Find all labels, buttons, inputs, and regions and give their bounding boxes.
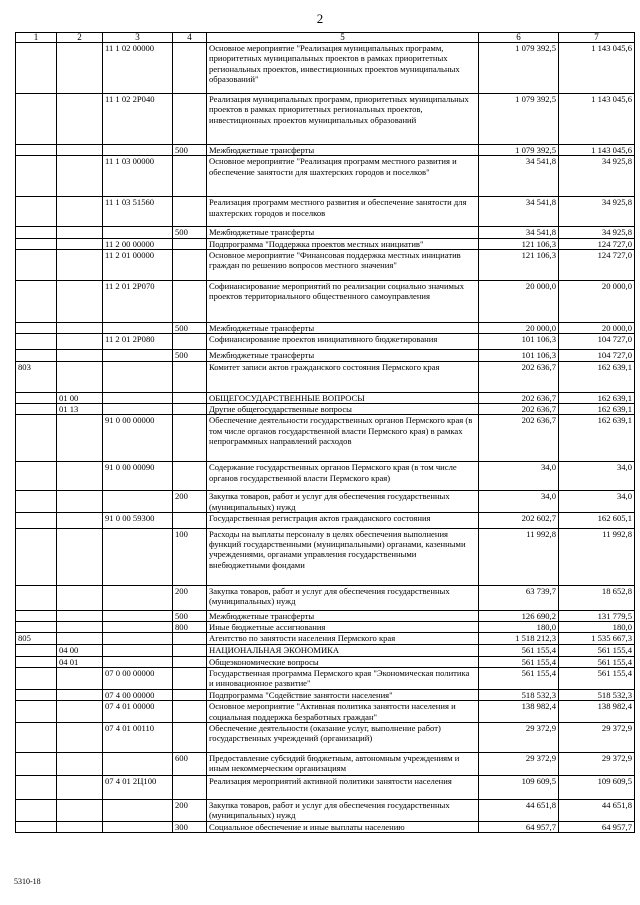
amount-year2-cell: 109 609,5 [559, 776, 635, 800]
description-cell: Реализация мероприятий активной политики занятости населения [207, 776, 479, 800]
target-code-cell [103, 227, 173, 238]
table-row [16, 94, 635, 145]
table-row [16, 723, 635, 753]
subsection-cell [57, 94, 103, 145]
subsection-cell [57, 334, 103, 350]
section-cell [16, 350, 57, 361]
table-row [16, 415, 635, 462]
amount-year1-cell: 34 541,8 [479, 156, 559, 197]
amount-year2-cell: 34 925,8 [559, 197, 635, 227]
subsection-cell [57, 690, 103, 701]
expense-type-cell [173, 238, 207, 249]
expense-type-cell: 200 [173, 585, 207, 610]
subsection-cell: 04 00 [57, 645, 103, 656]
target-code-cell: 11 1 03 00000 [103, 156, 173, 197]
description-cell: Основное мероприятие "Реализация муниципальных программ, приоритетных муниципальных проектов в рамках приоритетных региональных проектов, инвестиционных проектов муниципальных образований" [207, 43, 479, 94]
subsection-cell [57, 776, 103, 800]
amount-year2-cell: 138 982,4 [559, 701, 635, 723]
section-cell [16, 491, 57, 513]
subsection-cell [57, 701, 103, 723]
expense-type-cell [173, 462, 207, 491]
target-code-cell: 91 0 00 00090 [103, 462, 173, 491]
description-cell: Социальное обеспечение и иные выплаты населению [207, 821, 479, 832]
amount-year1-cell: 518 532,3 [479, 690, 559, 701]
column-header: 5 [207, 33, 479, 43]
section-cell [16, 668, 57, 690]
table-row [16, 238, 635, 249]
expense-type-cell: 500 [173, 227, 207, 238]
target-code-cell [103, 800, 173, 822]
target-code-cell: 11 1 03 51560 [103, 197, 173, 227]
expense-type-cell [173, 156, 207, 197]
amount-year1-cell: 1 079 392,5 [479, 94, 559, 145]
section-cell [16, 800, 57, 822]
table-row [16, 462, 635, 491]
document-code: 5310-18 [14, 877, 41, 886]
amount-year2-cell: 1 143 045,6 [559, 145, 635, 156]
amount-year1-cell: 202 602,7 [479, 512, 559, 528]
section-cell [16, 280, 57, 322]
subsection-cell [57, 821, 103, 832]
amount-year1-cell: 1 518 212,3 [479, 633, 559, 645]
amount-year1-cell: 1 079 392,5 [479, 43, 559, 94]
description-cell: Основное мероприятие "Реализация программ местного развития и обеспечение занятости для шахтерских городов и поселков" [207, 156, 479, 197]
target-code-cell [103, 350, 173, 361]
column-header: 6 [479, 33, 559, 43]
subsection-cell [57, 322, 103, 333]
subsection-cell [57, 350, 103, 361]
section-cell [16, 753, 57, 776]
column-header: 7 [559, 33, 635, 43]
description-cell: Межбюджетные трансферты [207, 227, 479, 238]
expense-type-cell [173, 690, 207, 701]
amount-year1-cell: 101 106,3 [479, 334, 559, 350]
table-row [16, 227, 635, 238]
table-row [16, 656, 635, 667]
subsection-cell [57, 462, 103, 491]
subsection-cell [57, 610, 103, 621]
expense-type-cell [173, 776, 207, 800]
amount-year1-cell: 11 992,8 [479, 528, 559, 585]
section-cell [16, 656, 57, 667]
table-body [16, 33, 635, 833]
table-row [16, 645, 635, 656]
section-cell [16, 585, 57, 610]
target-code-cell: 11 2 00 00000 [103, 238, 173, 249]
table-row [16, 156, 635, 197]
table-row [16, 145, 635, 156]
table-row [16, 668, 635, 690]
section-cell [16, 334, 57, 350]
table-row [16, 361, 635, 392]
target-code-cell [103, 392, 173, 403]
description-cell: ОБЩЕГОСУДАРСТВЕННЫЕ ВОПРОСЫ [207, 392, 479, 403]
expense-type-cell: 200 [173, 800, 207, 822]
amount-year1-cell: 64 957,7 [479, 821, 559, 832]
description-cell: Обеспечение деятельности (оказание услуг, выполнение работ) государственных учреждений (организаций) [207, 723, 479, 753]
description-cell: Закупка товаров, работ и услуг для обеспечения государственных (муниципальных) нужд [207, 585, 479, 610]
table-row [16, 249, 635, 280]
amount-year2-cell: 131 779,5 [559, 610, 635, 621]
section-cell [16, 690, 57, 701]
amount-year2-cell: 1 535 667,3 [559, 633, 635, 645]
subsection-cell [57, 43, 103, 94]
amount-year2-cell: 34 925,8 [559, 227, 635, 238]
section-cell [16, 701, 57, 723]
expense-type-cell [173, 361, 207, 392]
subsection-cell: 01 13 [57, 403, 103, 414]
amount-year1-cell: 34 541,8 [479, 227, 559, 238]
description-cell: Межбюджетные трансферты [207, 145, 479, 156]
section-cell: 805 [16, 633, 57, 645]
expense-type-cell: 800 [173, 622, 207, 633]
expense-type-cell [173, 403, 207, 414]
amount-year2-cell: 561 155,4 [559, 656, 635, 667]
table-row [16, 701, 635, 723]
expense-type-cell [173, 723, 207, 753]
amount-year2-cell: 180,0 [559, 622, 635, 633]
expense-type-cell: 200 [173, 491, 207, 513]
table-row [16, 633, 635, 645]
table-row [16, 334, 635, 350]
table-row [16, 622, 635, 633]
description-cell: Основное мероприятие "Финансовая поддержка местных инициатив граждан по решению вопросов местного значения" [207, 249, 479, 280]
amount-year1-cell: 202 636,7 [479, 415, 559, 462]
table-row [16, 753, 635, 776]
section-cell: 803 [16, 361, 57, 392]
amount-year1-cell: 20 000,0 [479, 280, 559, 322]
subsection-cell [57, 145, 103, 156]
subsection-cell [57, 668, 103, 690]
expense-type-cell: 500 [173, 610, 207, 621]
subsection-cell [57, 528, 103, 585]
amount-year2-cell: 64 957,7 [559, 821, 635, 832]
table-row [16, 392, 635, 403]
section-cell [16, 645, 57, 656]
subsection-cell [57, 280, 103, 322]
amount-year1-cell: 109 609,5 [479, 776, 559, 800]
amount-year2-cell: 124 727,0 [559, 238, 635, 249]
description-cell: Общеэкономические вопросы [207, 656, 479, 667]
table-row [16, 280, 635, 322]
description-cell: Иные бюджетные ассигнования [207, 622, 479, 633]
target-code-cell: 07 0 00 00000 [103, 668, 173, 690]
expense-type-cell [173, 645, 207, 656]
description-cell: Межбюджетные трансферты [207, 322, 479, 333]
table-row [16, 585, 635, 610]
section-cell [16, 94, 57, 145]
description-cell: Софинансирование мероприятий по реализации социально значимых проектов территориального общественного самоуправления [207, 280, 479, 322]
target-code-cell: 91 0 00 59300 [103, 512, 173, 528]
amount-year1-cell: 29 372,9 [479, 723, 559, 753]
target-code-cell: 11 1 02 2P040 [103, 94, 173, 145]
expense-type-cell [173, 392, 207, 403]
subsection-cell [57, 227, 103, 238]
section-cell [16, 512, 57, 528]
amount-year2-cell: 561 155,4 [559, 645, 635, 656]
page-number: 2 [316, 11, 324, 26]
amount-year1-cell: 180,0 [479, 622, 559, 633]
subsection-cell [57, 415, 103, 462]
table-row [16, 610, 635, 621]
table-row [16, 197, 635, 227]
expense-type-cell: 600 [173, 753, 207, 776]
amount-year2-cell: 104 727,0 [559, 350, 635, 361]
section-cell [16, 322, 57, 333]
description-cell: НАЦИОНАЛЬНАЯ ЭКОНОМИКА [207, 645, 479, 656]
section-cell [16, 462, 57, 491]
amount-year2-cell: 518 532,3 [559, 690, 635, 701]
subsection-cell [57, 753, 103, 776]
description-cell: Подпрограмма "Содействие занятости населения" [207, 690, 479, 701]
amount-year2-cell: 124 727,0 [559, 249, 635, 280]
amount-year1-cell: 44 651,8 [479, 800, 559, 822]
column-header: 2 [57, 33, 103, 43]
amount-year1-cell: 561 155,4 [479, 656, 559, 667]
description-cell: Софинансирование проектов инициативного бюджетирования [207, 334, 479, 350]
description-cell: Агентство по занятости населения Пермского края [207, 633, 479, 645]
section-cell [16, 227, 57, 238]
target-code-cell [103, 145, 173, 156]
expense-type-cell [173, 512, 207, 528]
amount-year1-cell: 121 106,3 [479, 249, 559, 280]
amount-year2-cell: 104 727,0 [559, 334, 635, 350]
subsection-cell [57, 238, 103, 249]
section-cell [16, 528, 57, 585]
amount-year2-cell: 29 372,9 [559, 753, 635, 776]
expense-type-cell [173, 415, 207, 462]
section-cell [16, 610, 57, 621]
target-code-cell [103, 361, 173, 392]
section-cell [16, 197, 57, 227]
amount-year1-cell: 101 106,3 [479, 350, 559, 361]
amount-year2-cell: 1 143 045,6 [559, 94, 635, 145]
target-code-cell: 07 4 01 2Ц100 [103, 776, 173, 800]
target-code-cell: 07 4 00 00000 [103, 690, 173, 701]
description-cell: Предоставление субсидий бюджетным, автономным учреждениям и иным некоммерческим организациям [207, 753, 479, 776]
amount-year2-cell: 11 992,8 [559, 528, 635, 585]
target-code-cell: 07 4 01 00110 [103, 723, 173, 753]
target-code-cell [103, 656, 173, 667]
description-cell: Реализация программ местного развития и обеспечение занятости для шахтерских городов и поселков [207, 197, 479, 227]
amount-year1-cell: 561 155,4 [479, 668, 559, 690]
subsection-cell [57, 585, 103, 610]
header-row [16, 33, 635, 43]
target-code-cell [103, 821, 173, 832]
amount-year2-cell: 34,0 [559, 491, 635, 513]
amount-year2-cell: 29 372,9 [559, 723, 635, 753]
description-cell: Обеспечение деятельности государственных органов Пермского края (в том числе органов государственной власти Пермского края) в рамках непрограммных направлений расходов [207, 415, 479, 462]
subsection-cell [57, 249, 103, 280]
target-code-cell [103, 633, 173, 645]
amount-year1-cell: 202 636,7 [479, 392, 559, 403]
amount-year2-cell: 1 143 045,6 [559, 43, 635, 94]
target-code-cell: 11 2 01 00000 [103, 249, 173, 280]
amount-year2-cell: 34 925,8 [559, 156, 635, 197]
table-row [16, 800, 635, 822]
description-cell: Закупка товаров, работ и услуг для обеспечения государственных (муниципальных) нужд [207, 800, 479, 822]
section-cell [16, 415, 57, 462]
expense-type-cell: 100 [173, 528, 207, 585]
section-cell [16, 723, 57, 753]
description-cell: Реализация муниципальных программ, приоритетных муниципальных проектов в рамках приоритетных региональных проектов, инвестиционных проектов муниципальных образований [207, 94, 479, 145]
target-code-cell [103, 322, 173, 333]
expense-type-cell: 500 [173, 145, 207, 156]
description-cell: Основное мероприятие "Активная политика занятости населения и социальная поддержка безработных граждан" [207, 701, 479, 723]
subsection-cell [57, 800, 103, 822]
amount-year2-cell: 162 605,1 [559, 512, 635, 528]
description-cell: Государственная регистрация актов гражданского состояния [207, 512, 479, 528]
amount-year2-cell: 20 000,0 [559, 280, 635, 322]
expense-type-cell [173, 633, 207, 645]
section-cell [16, 392, 57, 403]
expense-type-cell [173, 334, 207, 350]
description-cell: Межбюджетные трансферты [207, 610, 479, 621]
column-header: 3 [103, 33, 173, 43]
amount-year1-cell: 121 106,3 [479, 238, 559, 249]
target-code-cell [103, 528, 173, 585]
amount-year1-cell: 202 636,7 [479, 403, 559, 414]
description-cell: Расходы на выплаты персоналу в целях обеспечения выполнения функций государственными (муниципальными) органами, казенными учреждениями, органами управления государственными внебюджетными фондами [207, 528, 479, 585]
section-cell [16, 403, 57, 414]
amount-year1-cell: 1 079 392,5 [479, 145, 559, 156]
table-row [16, 491, 635, 513]
expense-type-cell [173, 656, 207, 667]
target-code-cell: 07 4 01 00000 [103, 701, 173, 723]
section-cell [16, 776, 57, 800]
description-cell: Закупка товаров, работ и услуг для обеспечения государственных (муниципальных) нужд [207, 491, 479, 513]
column-header: 1 [16, 33, 57, 43]
description-cell: Государственная программа Пермского края "Экономическая политика и инновационное развитие" [207, 668, 479, 690]
amount-year2-cell: 162 639,1 [559, 361, 635, 392]
table-row [16, 690, 635, 701]
target-code-cell: 11 1 02 00000 [103, 43, 173, 94]
section-cell [16, 156, 57, 197]
section-cell [16, 249, 57, 280]
subsection-cell: 04 01 [57, 656, 103, 667]
expense-type-cell [173, 43, 207, 94]
expense-type-cell [173, 280, 207, 322]
subsection-cell [57, 361, 103, 392]
amount-year2-cell: 20 000,0 [559, 322, 635, 333]
table-row [16, 776, 635, 800]
table-row [16, 322, 635, 333]
table-row [16, 512, 635, 528]
amount-year1-cell: 63 739,7 [479, 585, 559, 610]
amount-year1-cell: 20 000,0 [479, 322, 559, 333]
section-cell [16, 145, 57, 156]
expense-type-cell [173, 668, 207, 690]
subsection-cell [57, 156, 103, 197]
target-code-cell [103, 585, 173, 610]
description-cell: Другие общегосударственные вопросы [207, 403, 479, 414]
amount-year2-cell: 162 639,1 [559, 392, 635, 403]
column-header: 4 [173, 33, 207, 43]
target-code-cell: 11 2 01 2P070 [103, 280, 173, 322]
amount-year1-cell: 126 690,2 [479, 610, 559, 621]
section-cell [16, 43, 57, 94]
amount-year2-cell: 162 639,1 [559, 415, 635, 462]
expense-type-cell: 500 [173, 322, 207, 333]
subsection-cell [57, 633, 103, 645]
description-cell: Межбюджетные трансферты [207, 350, 479, 361]
amount-year1-cell: 561 155,4 [479, 645, 559, 656]
table-row [16, 43, 635, 94]
subsection-cell [57, 723, 103, 753]
target-code-cell [103, 622, 173, 633]
amount-year2-cell: 561 155,4 [559, 668, 635, 690]
amount-year1-cell: 34,0 [479, 491, 559, 513]
budget-table [15, 32, 635, 833]
amount-year2-cell: 162 639,1 [559, 403, 635, 414]
description-cell: Содержание государственных органов Пермского края (в том числе органов государственной власти Пермского края) [207, 462, 479, 491]
table-row [16, 528, 635, 585]
amount-year1-cell: 34,0 [479, 462, 559, 491]
description-cell: Комитет записи актов гражданского состояния Пермского края [207, 361, 479, 392]
target-code-cell: 11 2 01 2P080 [103, 334, 173, 350]
subsection-cell [57, 491, 103, 513]
amount-year2-cell: 34,0 [559, 462, 635, 491]
amount-year2-cell: 18 652,8 [559, 585, 635, 610]
amount-year1-cell: 202 636,7 [479, 361, 559, 392]
expense-type-cell [173, 249, 207, 280]
amount-year1-cell: 34 541,8 [479, 197, 559, 227]
expense-type-cell [173, 701, 207, 723]
section-cell [16, 821, 57, 832]
section-cell [16, 238, 57, 249]
target-code-cell [103, 645, 173, 656]
target-code-cell [103, 403, 173, 414]
target-code-cell [103, 753, 173, 776]
section-cell [16, 622, 57, 633]
target-code-cell: 91 0 00 00000 [103, 415, 173, 462]
amount-year1-cell: 138 982,4 [479, 701, 559, 723]
expense-type-cell: 300 [173, 821, 207, 832]
subsection-cell [57, 197, 103, 227]
subsection-cell: 01 00 [57, 392, 103, 403]
table-row [16, 403, 635, 414]
table-row [16, 821, 635, 832]
amount-year1-cell: 29 372,9 [479, 753, 559, 776]
expense-type-cell: 500 [173, 350, 207, 361]
target-code-cell [103, 491, 173, 513]
table-row [16, 350, 635, 361]
subsection-cell [57, 622, 103, 633]
expense-type-cell [173, 197, 207, 227]
description-cell: Подпрограмма "Поддержка проектов местных инициатив" [207, 238, 479, 249]
target-code-cell [103, 610, 173, 621]
subsection-cell [57, 512, 103, 528]
amount-year2-cell: 44 651,8 [559, 800, 635, 822]
expense-type-cell [173, 94, 207, 145]
